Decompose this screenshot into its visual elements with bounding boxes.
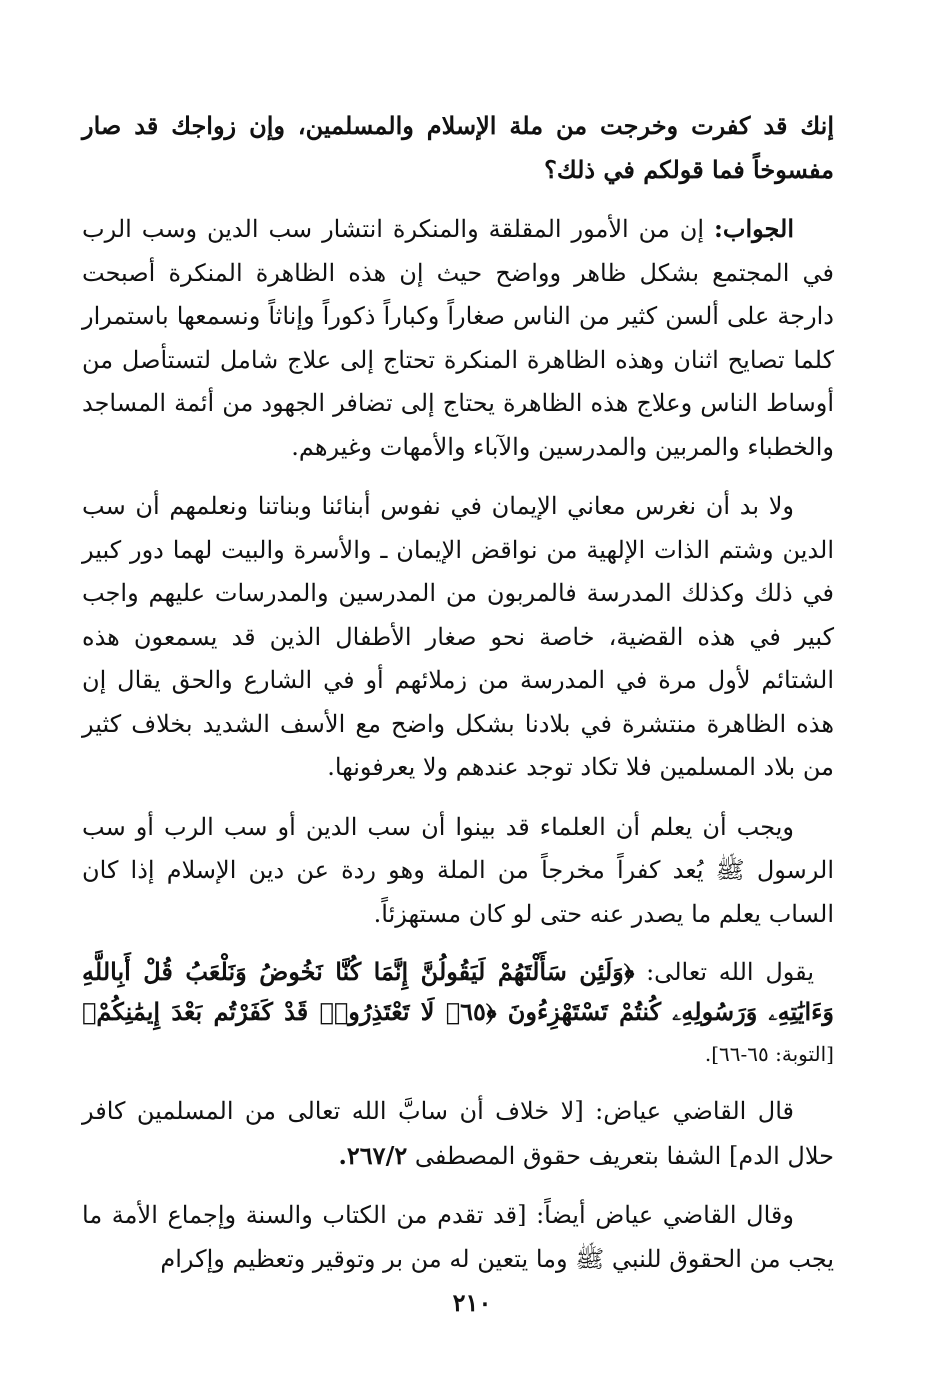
answer-label: الجواب: <box>714 214 794 243</box>
qadi-iyad-quote-2: وقال القاضي عياض أيضاً: [قد تقدم من الكتاب والسنة وإجماع الأمة ما يجب من الحقوق للنبي ﷺ وما يتعين له من بر وتوقير وتعظيم وإكرام <box>82 1201 834 1273</box>
quran-reference: [التوبة: ٦٥-٦٦]. <box>704 1042 834 1066</box>
page-body <box>82 104 834 1297</box>
paragraph-upbringing: ولا بد أن نغرس معاني الإيمان في نفوس أبنائنا وبناتنا ونعلمهم أن سب الدين وشتم الذات الإلهية من نواقض الإيمان ـ والأسرة والبيت لهما دور كبير في ذلك وكذلك المدرسة فالمربون من المدرسين والمدرسات عليهم واجب كبير في هذه القضية، خاصة نحو صغار الأطفال الذين قد يسمعون هذه الشتائم لأول مرة في المدرسة من زملائهم أو في الشارع والحق يقال إن هذه الظاهرة منتشرة في بلادنا بشكل واضح مع الأسف الشديد بخلاف كثير من بلاد المسلمين فلا تكاد توجد عندهم ولا يعرفونها. <box>82 492 834 781</box>
answer-text: إن من الأمور المقلقة والمنكرة انتشار سب الدين وسب الرب في المجتمع بشكل ظاهر وواضح حيث إن هذه الظاهرة المنكرة أصبحت دارجة على ألسن كثير من الناس صغاراً وكباراً ذكوراً وإناثاً ونسمعها باستمرار كلما تصايح اثنان وهذه الظاهرة المنكرة تحتاج إلى علاج شامل لتستأصل من أوساط الناس وعلاج هذه الظاهرة يحتاج إلى تضافر الجهود من أئمة المساجد والخطباء والمربين والمدرسين والآباء والأمهات وغيرهم. <box>82 215 834 461</box>
qadi-iyad-quote-1 <box>82 1090 834 1178</box>
quran-quote <box>82 952 834 1074</box>
question-text: إنك قد كفرت وخرجت من ملة الإسلام والمسلمين، وإن زواجك قد صار مفسوخاً فما قولكم في ذلك؟ <box>82 111 834 184</box>
quran-verse: ﴿وَلَئِن سَأَلْتَهُمْ لَيَقُولُنَّ إِنَّمَا كُنَّا نَخُوضُ وَنَلْعَبُ قُلْ أَبِاللَّهِ وَءَايَٰتِهِۦ وَرَسُولِهِۦ كُنتُمْ تَسْتَهْزِءُونَ ﴿٦٥﴾ لَا تَعْتَذِرُوا۟ قَدْ كَفَرْتُم بَعْدَ إِيمَٰنِكُمْ﴾ <box>82 957 834 1026</box>
quote1-citation: ٢٦٧/٢. <box>338 1140 408 1170</box>
page-number: ٢١٠ <box>452 1288 492 1317</box>
paragraph-ruling: ويجب أن يعلم أن العلماء قد بينوا أن سب الدين أو سب الرب أو سب الرسول ﷺ يُعد كفراً مخرجاً من الملة وهو ردة عن دين الإسلام إذا كان الساب يعلم ما يصدر عنه حتى لو كان مستهزئاً. <box>82 812 834 928</box>
quote1-text: قال القاضي عياض: [لا خلاف أن سابَّ الله تعالى من المسلمين كافر حلال الدم] الشفا بتعريف حقوق المصطفى <box>82 1097 834 1170</box>
quran-intro: يقول الله تعالى: <box>634 958 814 986</box>
answer-paragraph <box>82 207 834 469</box>
